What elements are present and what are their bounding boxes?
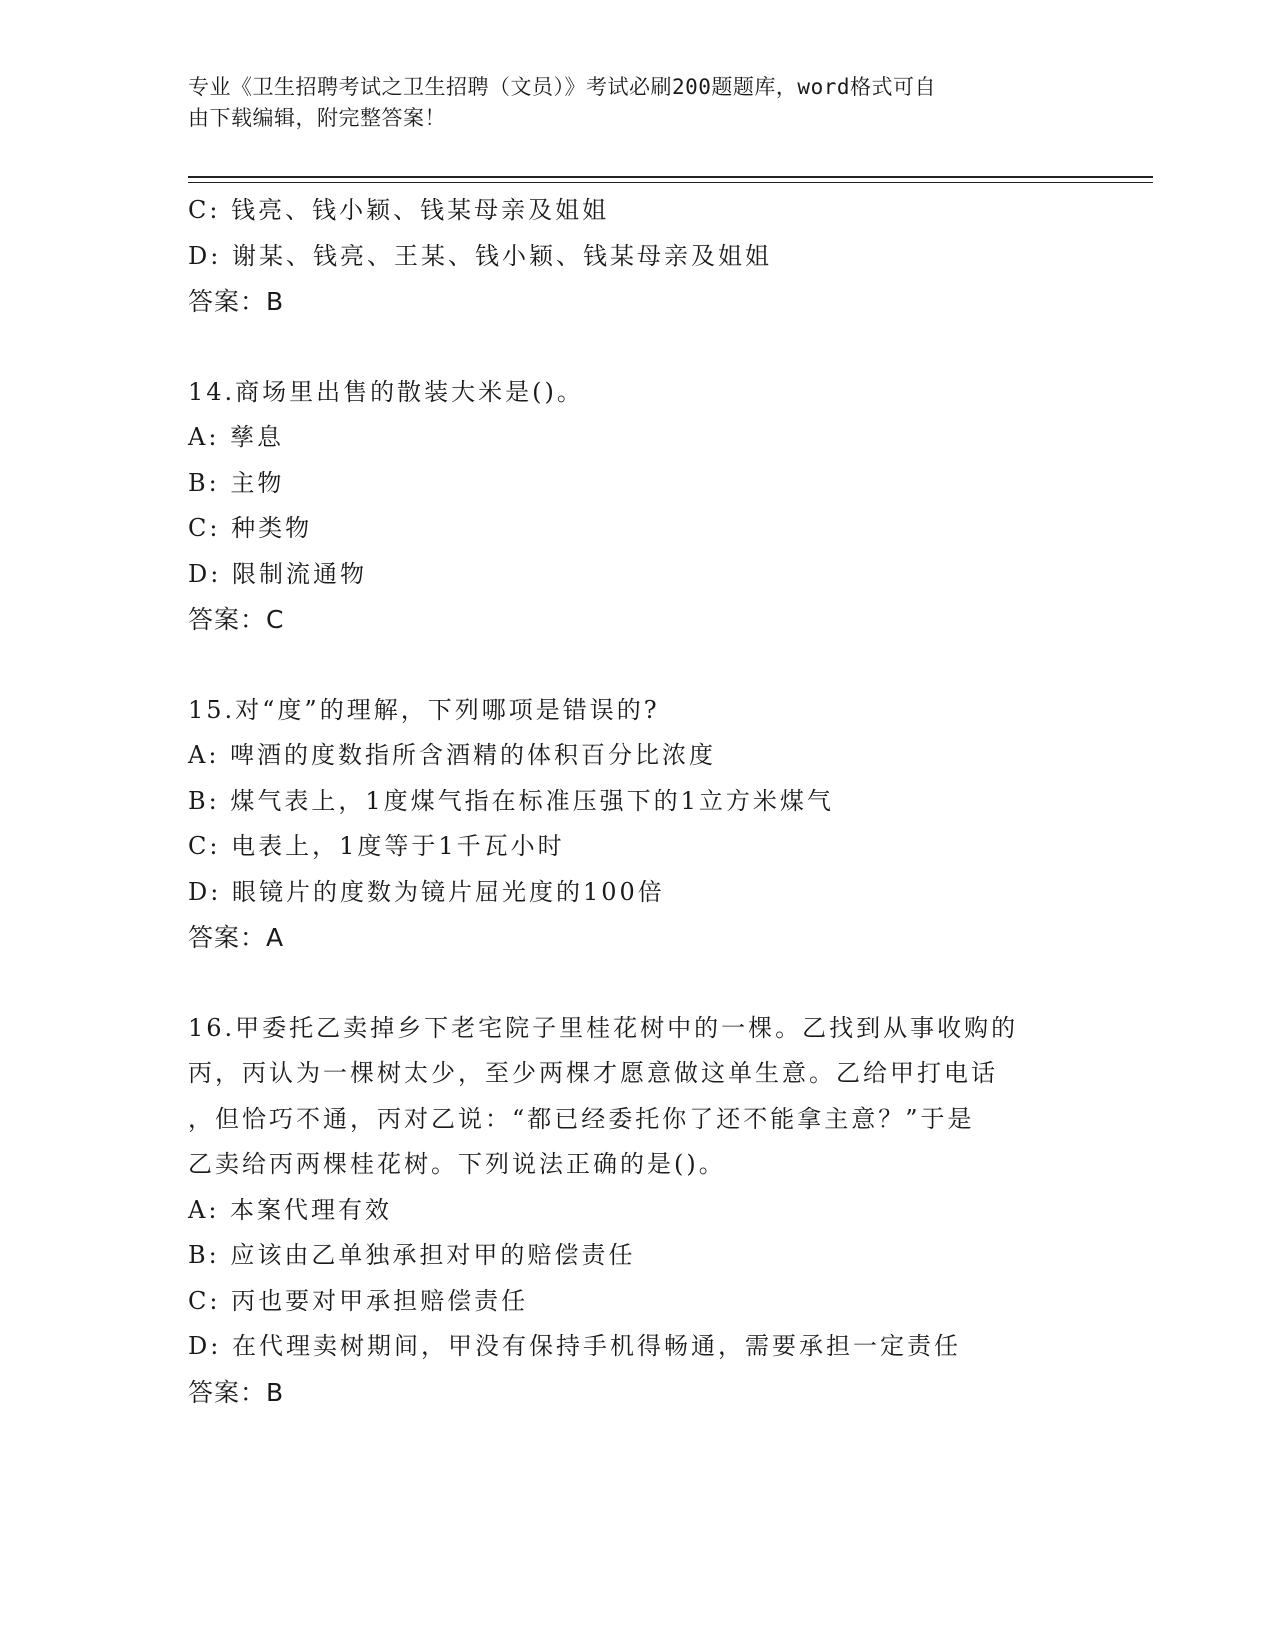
q14-option-d: D: 限制流通物 (188, 559, 367, 588)
q16-option-c: C: 丙也要对甲承担赔偿责任 (188, 1286, 529, 1315)
q14-stem: 14.商场里出售的散装大米是()。 (188, 377, 584, 406)
q13-option-d: D: 谢某、钱亮、王某、钱小颖、钱某母亲及姐姐 (188, 241, 772, 270)
q16-option-b: B: 应该由乙单独承担对甲的赔偿责任 (188, 1241, 636, 1269)
header-title-line-1: 专业《卫生招聘考试之卫生招聘（文员）》考试必刷200题题库，word格式可自 (188, 75, 936, 99)
q15-stem: 15.对“度”的理解，下列哪项是错误的? (188, 695, 660, 724)
q16-stem-line-2: 丙，丙认为一棵树太少，至少两棵才愿意做这单生意。乙给甲打电话 (188, 1059, 998, 1087)
q14-answer: 答案：C (188, 605, 285, 634)
q15-answer: 答案：A (188, 923, 285, 952)
q16-stem-line-1: 16.甲委托乙卖掉乡下老宅院子里桂花树中的一棵。乙找到从事收购的 (188, 1013, 1019, 1042)
q14-option-c: C: 种类物 (188, 514, 313, 542)
q15-option-a: A: 啤酒的度数指所含酒精的体积百分比浓度 (188, 741, 717, 769)
q16-answer: 答案：B (188, 1377, 285, 1407)
header-divider-thick (188, 176, 1153, 178)
q15-option-b: B: 煤气表上，1度煤气指在标准压强下的1立方米煤气 (188, 786, 834, 815)
q14-option-b: B: 主物 (188, 468, 285, 497)
header-title-line-2: 由下载编辑，附完整答案！ (188, 106, 446, 130)
q16-stem-line-4: 乙卖给丙两棵桂花树。下列说法正确的是()。 (188, 1150, 726, 1178)
document-header (188, 72, 1068, 134)
q16-option-a: A: 本案代理有效 (188, 1195, 393, 1224)
q16-option-d: D: 在代理卖树期间，甲没有保持手机得畅通，需要承担一定责任 (188, 1332, 961, 1360)
q13-option-c: C: 钱亮、钱小颖、钱某母亲及姐姐 (188, 196, 610, 224)
q15-option-c: C: 电表上，1度等于1千瓦小时 (188, 832, 565, 860)
q16-stem-line-3: ，但恰巧不通，丙对乙说：“都已经委托你了还不能拿主意？”于是 (188, 1104, 975, 1133)
q14-option-a: A: 孳息 (188, 423, 285, 451)
header-divider-thin (188, 182, 1153, 183)
q15-option-d: D: 眼镜片的度数为镜片屈光度的100倍 (188, 877, 665, 906)
q13-answer: 答案：B (188, 287, 285, 316)
question-list (188, 188, 1088, 1415)
